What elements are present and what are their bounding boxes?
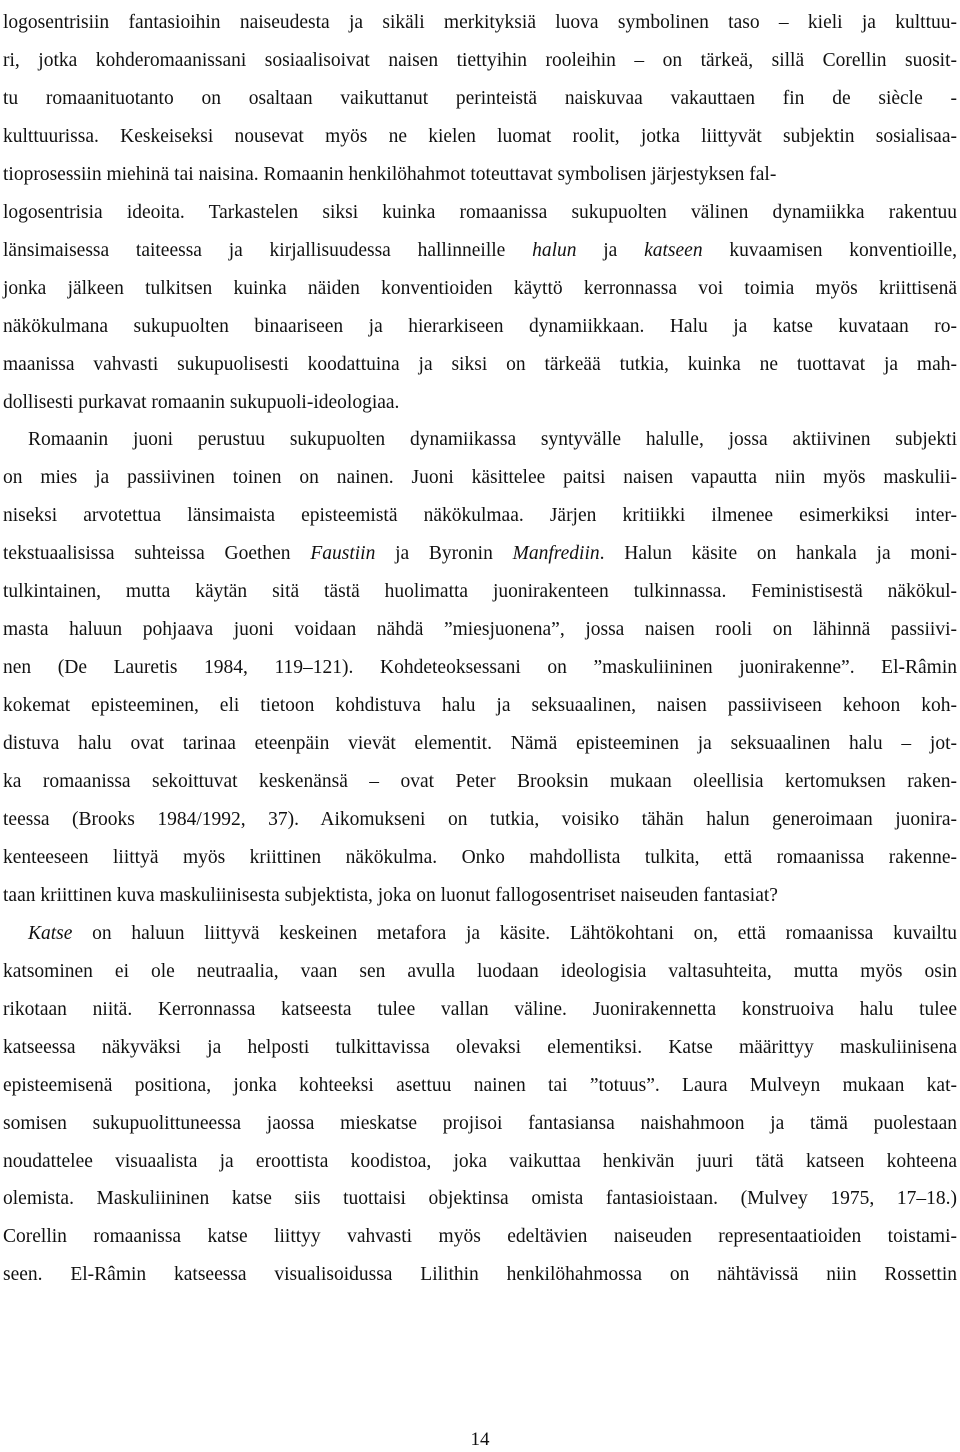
text-segment: kuvaamisen konventioille, <box>702 239 957 261</box>
text-line <box>3 1035 957 1061</box>
text-line <box>3 1073 957 1099</box>
text-segment: tulkintainen, mutta käytän sitä tästä huolimatta juonirakenteen tulkinnassa. Feministisestä näkökul- <box>3 581 957 603</box>
text-line <box>3 86 957 112</box>
text-segment: logosentrisia ideoita. Tarkastelen siksi kuinka romaanissa sukupuolten välinen dynamiikka rakentuu <box>3 201 957 223</box>
text-segment: kokemat episteeminen, eli tietoon kohdistuva halu ja seksuaalinen, naisen passiiviseen kehoon koh- <box>3 695 957 717</box>
text-line <box>3 617 957 643</box>
italic-term: Manfrediin <box>512 543 600 565</box>
text-line <box>3 959 957 985</box>
text-line <box>3 693 957 719</box>
text-segment: kulttuurissa. Keskeiseksi nousevat myös ne kielen luomat roolit, jotka liittyvät subjektin sosialisaa- <box>3 125 957 147</box>
text-line <box>3 124 957 150</box>
text-line <box>3 997 957 1023</box>
text-line <box>3 769 957 795</box>
text-segment: . Halun käsite on hankala ja moni- <box>599 543 957 565</box>
text-line <box>3 10 957 36</box>
text-segment: seen. El-Râmin katseessa visualisoidussa Lilithin henkilöhahmossa on nähtävissä niin Rossettin <box>3 1264 957 1286</box>
text-segment: dollisesti purkavat romaanin sukupuoli-ideologiaa. <box>3 391 400 413</box>
text-line <box>28 921 957 947</box>
text-segment: näkökulmana sukupuolten binaariseen ja hierarkiseen dynamiikkaan. Halu ja katse kuvataan ro- <box>3 315 957 337</box>
text-line <box>3 845 957 871</box>
text-line <box>3 48 957 74</box>
text-segment: episteemisenä positiona, jonka kohteeksi asettuu nainen tai ”totuus”. Laura Mulveyn mukaan kat- <box>3 1074 957 1096</box>
text-segment: ja Byronin <box>375 543 513 565</box>
text-segment: on haluun liittyvä keskeinen metafora ja käsite. Lähtökohtani on, että romaanissa kuvailtu <box>72 922 957 944</box>
text-segment: kenteeseen liittyä myös kriittinen näkökulma. Onko mahdollista tulkita, että romaanissa rakenne- <box>3 846 957 868</box>
italic-term: katseen <box>644 239 703 261</box>
text-segment: Corellin romaanissa katse liittyy vahvasti myös edeltävien naiseuden representaatioiden toistami- <box>3 1226 957 1248</box>
text-segment: nen (De Lauretis 1984, 119–121). Kohdeteoksessani on ”maskuliininen juonirakenne”. El-Râmin <box>3 657 957 679</box>
text-segment: on mies ja passiivinen toinen on nainen. Juoni käsittelee paitsi naisen vapautta niin myös maskulii- <box>3 467 957 489</box>
text-segment: distuva halu ovat tarinaa eteenpäin vievät elementit. Nämä episteeminen ja seksuaalinen halu – jot- <box>3 733 957 755</box>
text-line <box>3 1262 957 1288</box>
text-segment: maanissa vahvasti sukupuolisesti koodattuina ja siksi on tärkeää tutkia, kuinka ne tuottavat ja mah- <box>3 353 957 375</box>
text-segment: niseksi arvotettua länsimaista episteemistä näkökulmaa. Järjen kritiikki ilmenee esimerkiksi inter- <box>3 505 957 527</box>
italic-term: halun <box>532 239 577 261</box>
text-line <box>3 655 957 681</box>
text-line <box>3 579 957 605</box>
page-number: 14 <box>470 1429 490 1450</box>
text-segment: katseessa näkyväksi ja helposti tulkittavissa olevaksi elementiksi. Katse määrittyy maskuliinisena <box>3 1036 957 1058</box>
text-line <box>28 427 957 453</box>
text-segment: somisen sukupuolittuneessa jaossa mieskatse projisoi fantasiansa naishahmoon ja tämä puolestaan <box>3 1112 957 1134</box>
text-segment: länsimaisessa taiteessa ja kirjallisuudessa hallinneille <box>3 239 533 261</box>
text-line <box>3 200 957 226</box>
text-line <box>3 1186 957 1212</box>
text-line <box>3 276 957 302</box>
text-segment: rikotaan niitä. Kerronnassa katseesta tulee vallan väline. Juonirakennetta konstruoiva halu tulee <box>3 998 957 1020</box>
text-line <box>3 162 957 188</box>
text-line <box>3 503 957 529</box>
italic-term: Katse <box>28 922 73 944</box>
text-segment: katsominen ei ole neutraalia, vaan sen avulla luodaan ideologisia valtasuhteita, mutta myös osin <box>3 960 957 982</box>
text-segment: noudattelee visuaalista ja eroottista koodistoa, joka vaikuttaa henkivän juuri tätä katseen kohteena <box>3 1150 957 1172</box>
text-line <box>3 238 957 264</box>
text-segment: masta haluun pohjaava juoni voidaan nähdä ”miesjuonena”, jossa naisen rooli on lähinnä passiivi- <box>3 619 957 641</box>
text-line <box>3 465 957 491</box>
text-line <box>3 883 957 909</box>
text-segment: ka romaanissa sekoittuvat keskenänsä – ovat Peter Brooksin mukaan oleellisia kertomuksen raken- <box>3 771 957 792</box>
text-segment: teessa (Brooks 1984/1992, 37). Aikomukseni on tutkia, voisiko tähän halun generoimaan juonira- <box>3 808 957 830</box>
text-segment: tioprosessiin miehinä tai naisina. Romaanin henkilöhahmot toteuttavat symbolisen järjestyksen fal- <box>3 163 777 185</box>
text-line <box>3 352 957 378</box>
italic-term: Faustiin <box>310 543 376 565</box>
text-segment: logosentrisiin fantasioihin naiseudesta ja sikäli merkityksiä luova symbolinen taso – kieli ja kulttuu- <box>3 12 957 33</box>
text-segment: olemista. Maskuliininen katse siis tuottaisi objektinsa omista fantasioistaan. (Mulvey 1975, 17–18.) <box>3 1188 957 1210</box>
text-segment: Romaanin juoni perustuu sukupuolten dynamiikassa syntyvälle halulle, jossa aktiivinen subjekti <box>28 429 957 451</box>
text-line <box>3 1111 957 1137</box>
text-segment: taan kriittinen kuva maskuliinisesta subjektista, joka on luonut fallogosentriset naiseuden fantasiat? <box>3 884 778 906</box>
text-segment: jonka jälkeen tulkitsen kuinka näiden konventioiden käyttö kerronnassa voi toimia myös kriittisenä <box>3 277 957 299</box>
text-line <box>3 390 957 416</box>
text-segment: ri, jotka kohderomaanissani sosiaalisoivat naisen tiettyihin rooleihin – on tärkeä, sillä Corellin suosit- <box>3 49 957 71</box>
text-segment: tu romaanituotanto on osaltaan vaikuttanut perinteistä naiskuvaa vakauttaen fin de siècle - <box>3 87 957 109</box>
text-line <box>3 541 957 567</box>
text-segment: tekstuaalisissa suhteissa Goethen <box>3 543 311 565</box>
text-line <box>3 731 957 757</box>
text-line <box>3 807 957 833</box>
text-line <box>3 1149 957 1175</box>
text-line <box>3 314 957 340</box>
text-line <box>3 1224 957 1250</box>
text-segment: ja <box>576 239 645 261</box>
